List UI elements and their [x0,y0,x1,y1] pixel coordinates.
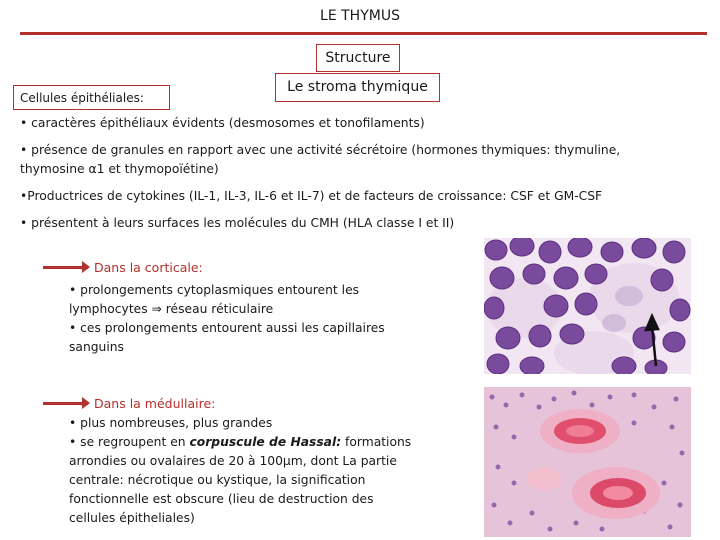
stroma-label-box: Le stroma thymique [275,73,440,102]
page-title: LE THYMUS [320,8,400,24]
medulla-heading [43,396,215,411]
cortex-point: • prolongements cytoplasmiques entourent les lymphocytes ⇒ réseau réticulaire [69,283,360,316]
arrow-right-icon [43,402,88,405]
cortex-micrograph-image [484,238,691,374]
cortex-micrograph [484,238,691,374]
bullet-item: • présentent à leurs surfaces les molécules du CMH (HLA classe I et II) [20,216,455,230]
medulla-micrograph [484,387,691,537]
title-divider [20,32,707,35]
bullet-item: •Productrices de cytokines (IL-1, IL-3, IL-6 et IL-7) et de facteurs de croissance: CSF et GM-CSF [20,189,603,203]
cells-label-box: Cellules épithéliales: [13,85,170,110]
structure-label-box: Structure [316,44,400,72]
hassall-term: corpuscule de Hassal: [189,435,342,449]
medulla-point [69,433,414,528]
cortex-heading-label: Dans la corticale: [94,260,203,275]
medulla-description [69,414,414,528]
epithelial-bullet-list [20,114,660,241]
medulla-heading-label: Dans la médullaire: [94,396,216,411]
medulla-point: • plus nombreuses, plus grandes [69,416,273,430]
cortex-description [69,281,399,357]
cortex-heading [43,260,203,275]
medulla-point-prefix: • se regroupent en [69,435,190,449]
bullet-item: • caractères épithéliaux évidents (desmosomes et tonofilaments) [20,116,425,130]
cortex-point: • ces prolongements entourent aussi les capillaires sanguins [69,321,385,354]
arrow-right-icon [43,266,88,269]
bullet-item: • présence de granules en rapport avec une activité sécrétoire (hormones thymiques: thymuline, thymosine α1 et thymopoïétine) [20,143,621,176]
medulla-micrograph-image [484,387,691,537]
medulla-point-suffix: formations arrondies ou ovalaires de 20 à 100µm, dont La partie centrale: nécrotique ou kystique, la signification fonctionnelle est obscure (lieu de destruction des cellules épitheliales) [69,435,412,525]
